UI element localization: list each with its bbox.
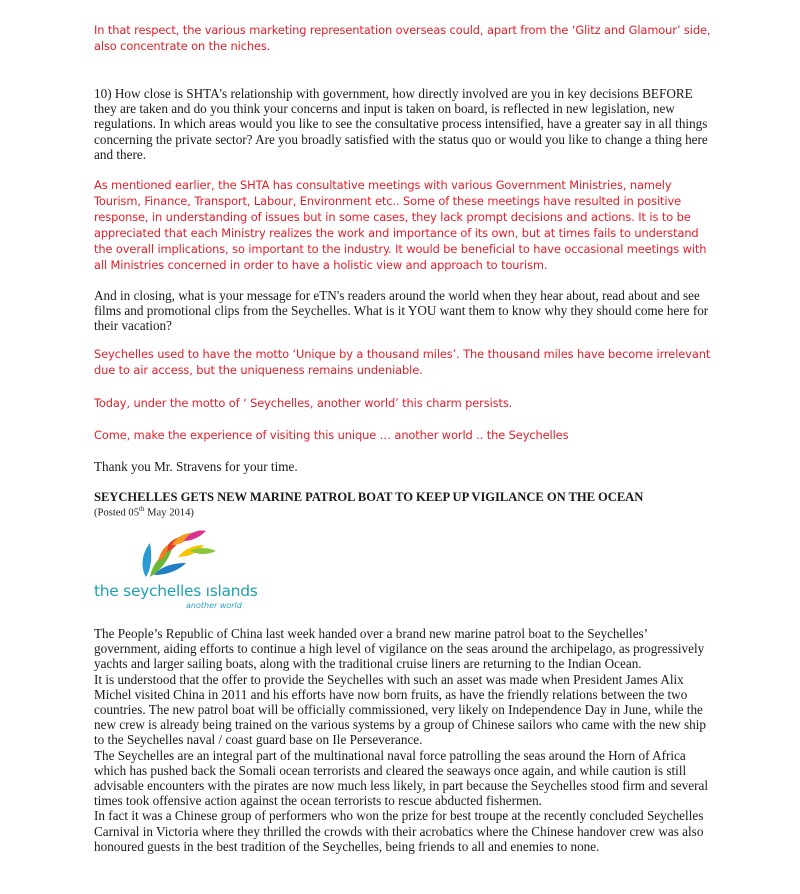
posted-sup: th [139, 505, 145, 513]
answer-10: As mentioned earlier, the SHTA has consultative meetings with various Government Ministries, namely Tourism, Finance, Transport, Labour, Environment etc.. Some of these meetings have resulted in positive response, in understanding of issues but in some cases, they lack prompt decisions and actions. It is to be appreciated that each Ministry realizes the work and importance of its own, but at times fails to understand the overall implications, so important to the industry. It would be beneficial to have occasional meetings with all Ministries concerned in order to have a holistic view and approach to tourism. [94, 178, 707, 272]
posted-prefix: (Posted 05 [94, 507, 140, 519]
closing-answer-1: Seychelles used to have the motto ‘Unique by a thousand miles’. The thousand miles have become irrelevant due to air access, but the uniqueness remains undeniable. [94, 347, 711, 377]
logo-tagline: another world [186, 601, 242, 610]
flower-logo-icon [94, 527, 244, 587]
posted-suffix: May 2014) [144, 507, 194, 519]
posted-date [94, 505, 794, 519]
seychelles-logo [94, 527, 258, 617]
intro-answer: In that respect, the various marketing representation overseas could, apart from the ‘Glitz and Glamour’ side, also concentrate on the niches. [94, 23, 711, 53]
article-header [94, 490, 794, 519]
thanks-line: Thank you Mr. Stravens for your time. [94, 459, 298, 474]
closing-question: And in closing, what is your message for eTN's readers around the world when they hear about, read about and see films and promotional clips from the Seychelles. What is it YOU want them to know why they should come here for their vacation? [94, 288, 709, 334]
article-headline: SEYCHELLES GETS NEW MARINE PATROL BOAT TO KEEP UP VIGILANCE ON THE OCEAN [94, 490, 644, 504]
closing-answer-2: Today, under the motto of ‘ Seychelles, another world’ this charm persists. [94, 396, 513, 410]
article-body: The People’s Republic of China last week handed over a brand new marine patrol boat to the Seychelles’ government, aiding efforts to continue a high level of vigilance on the seas around the archipelago, as progressively yachts and larger sailing boats, along with the traditional cruise liners are returning to the Indian Ocean. It is understood that the offer to provide the Seychelles with such an asset was made when President James Alix Michel visited China in 2011 and his efforts have now born fruits, as have the friendly relations between the two countries. The new patrol boat will be officially commissioned, very likely on Independence Day in June, while the new crew is already being trained on the various systems by a group of Chinese sailors who came with the new ship to the Seychelles naval / coast guard base on Ile Perseverance. The Seychelles are an integral part of the multinational naval force patrolling the seas around the Horn of Africa which has pushed back the Somali ocean terrorists and cleared the seaways once again, and while caution is still advisable encounters with the pirates are now much less likely, in part because the Seychelles stood firm and several times took offensive action against the ocean terrorists to rescue abducted fishermen. In fact it was a Chinese group of performers who won the prize for best troupe at the recently concluded Seychelles Carnival in Victoria where they thrilled the crowds with their acrobatics where the Chinese handover crew was also honoured guests in the best tradition of the Seychelles, being friends to all and enemies to none. [94, 626, 708, 854]
question-10: 10) How close is SHTA's relationship with government, how directly involved are you in key decisions BEFORE they are taken and do you think your concerns and input is taken on board, is reflected in new legislation, new regulations. In which areas would you like to see the consultative process intensified, have a greater say in all things concerning the private sector? Are you broadly satisfied with the status quo or would you like to change a thing here and there. [94, 86, 708, 162]
logo-main-text: the seychelles ıslands [94, 582, 258, 600]
closing-answer-3: Come, make the experience of visiting this unique … another world .. the Seychelles [94, 428, 569, 442]
